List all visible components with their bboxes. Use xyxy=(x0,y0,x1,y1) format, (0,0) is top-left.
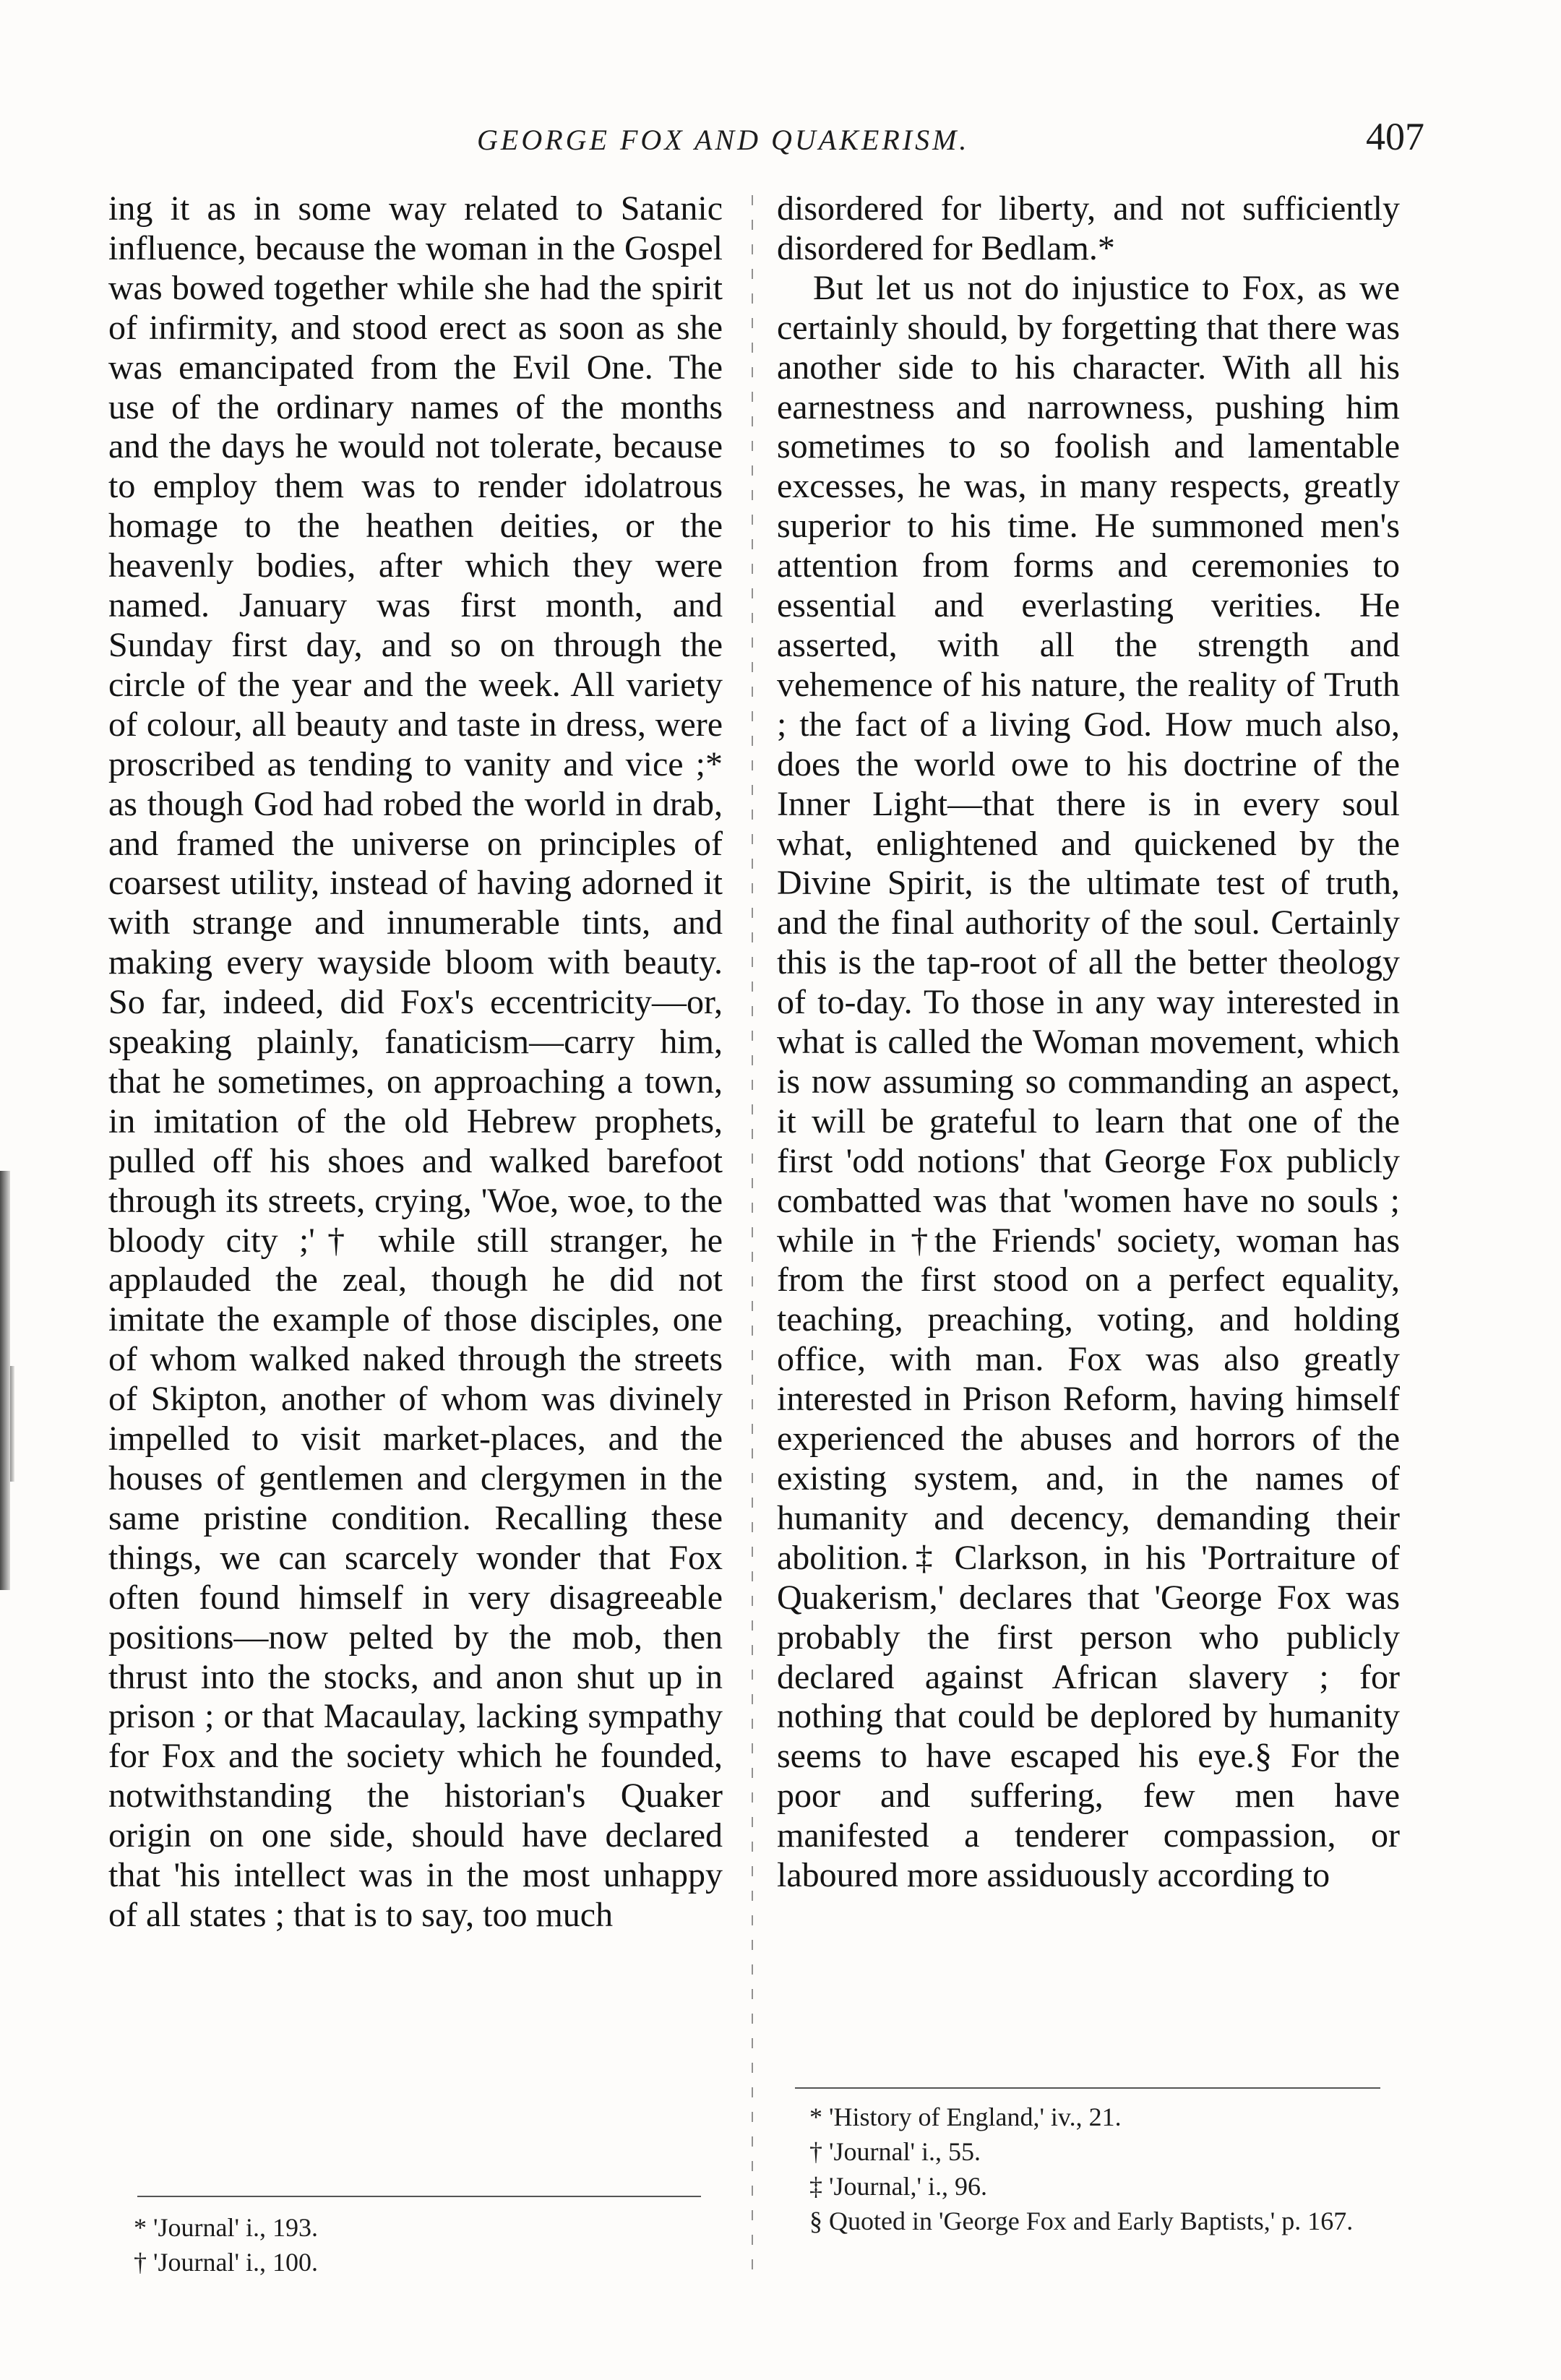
left-paragraph-1: ing it as in some way related to Satanic influence, because the woman in the Gospel was bowed together while she had the spirit of infirmity, and stood erect as soon as she was emancipated from the Evil One. The use of the ordinary names of the months and the days he would not tolerate, because to employ them was to render idolatrous homage to the heathen deities, or the heavenly bodies, after which they were named. January was first month, and Sunday first day, and so on through the circle of the year and the week. All variety of colour, all beauty and taste in dress, were proscribed as tending to vanity and vice ;* as though God had robed the world in drab, and framed the universe on principles of coarsest utility, instead of having adorned it with strange and innumerable tints, and making every wayside bloom with beauty. So far, indeed, did Fox's eccentricity—or, speaking plainly, fanaticism—carry him, that he sometimes, on approaching a town, in imitation of the old Hebrew prophets, pulled off his shoes and walked barefoot through its streets, crying, 'Woe, woe, to the bloody city ;'† while still stranger, he applauded the zeal, though he did not imitate the example of those disciples, one of whom walked naked through the streets of Skipton, another of whom was divinely impelled to visit market-places, and the houses of gentlemen and clergymen in the same pristine condition. Recalling these things, we can scarcely wonder that Fox often found himself in very disagreeable positions—now pelted by the mob, then thrust into the stocks, and anon shut up in prison ; or that Macaulay, lacking sympathy for Fox and the society which he founded, notwithstanding the historian's Quaker origin on one side, should have declared that 'his intellect was in the most unhappy of all states ; that is to say, too much xyxy=(108,189,723,1934)
footnote-left-1: * 'Journal' i., 193. xyxy=(134,2213,318,2242)
right-paragraph-2: But let us not do injustice to Fox, as we certainly should, by forgetting that there was another side to his character. With all his earnestness and narrowness, pushing him sometimes to so foolish and lamentable excesses, he was, in many respects, greatly superior to his time. He summoned men's attention from forms and ceremonies to essential and everlasting verities. He asserted, with all the strength and vehemence of his nature, the reality of Truth ; the fact of a living God. How much also, does the world owe to his doctrine of the Inner Light—that there is in every soul what, enlightened and quickened by the Divine Spirit, is the ultimate test of truth, and the final authority of the soul. Certainly this is the tap-root of all the better theology of to-day. To those in any way interested in what is called the Woman movement, which is now assuming so commanding an aspect, it will be grateful to learn that one of the first 'odd notions' that George Fox publicly combatted was that 'women have no souls ; while in †the Friends' society, woman has from the first stood on a perfect equality, teaching, preaching, voting, and holding office, with man. Fox was also greatly interested in Prison Reform, having himself experienced the abuses and horrors of the existing system, and, in the names of humanity and decency, demanding their abolition.‡ Clarkson, in his 'Portraiture of Quakerism,' declares that 'George Fox was probably the first person who publicly declared against African slavery ; for nothing that could be deplored by humanity seems to have escaped his eye.§ For the poor and suffering, few men have manifested a tenderer compassion, or laboured more assiduously according to xyxy=(777,268,1400,1895)
footnote-right-3: ‡ 'Journal,' i., 96. xyxy=(809,2172,987,2201)
page-number: 407 xyxy=(1366,115,1424,158)
page-edge-shadow-inner xyxy=(10,1366,14,1482)
right-column xyxy=(777,189,1400,1896)
page-edge-shadow xyxy=(0,1171,10,1590)
footnote-right-1: * 'History of England,' iv., 21. xyxy=(809,2102,1122,2131)
column-divider xyxy=(752,195,753,2277)
right-paragraph-1: disordered for liberty, and not sufficiently disordered for Bedlam.* xyxy=(777,189,1400,267)
running-title: GEORGE FOX AND QUAKERISM. xyxy=(477,124,970,156)
footnote-right-4: § Quoted in 'George Fox and Early Baptists,' p. 167. xyxy=(809,2207,1354,2235)
footnotes-left xyxy=(134,2210,712,2280)
footnote-left-2: † 'Journal' i., 100. xyxy=(134,2248,318,2277)
left-column xyxy=(108,189,723,1936)
footnote-rule-left xyxy=(137,2196,701,2197)
footnote-right-2: † 'Journal' i., 55. xyxy=(809,2137,981,2166)
footnote-rule-right xyxy=(795,2087,1380,2089)
footnotes-right xyxy=(809,2100,1395,2238)
